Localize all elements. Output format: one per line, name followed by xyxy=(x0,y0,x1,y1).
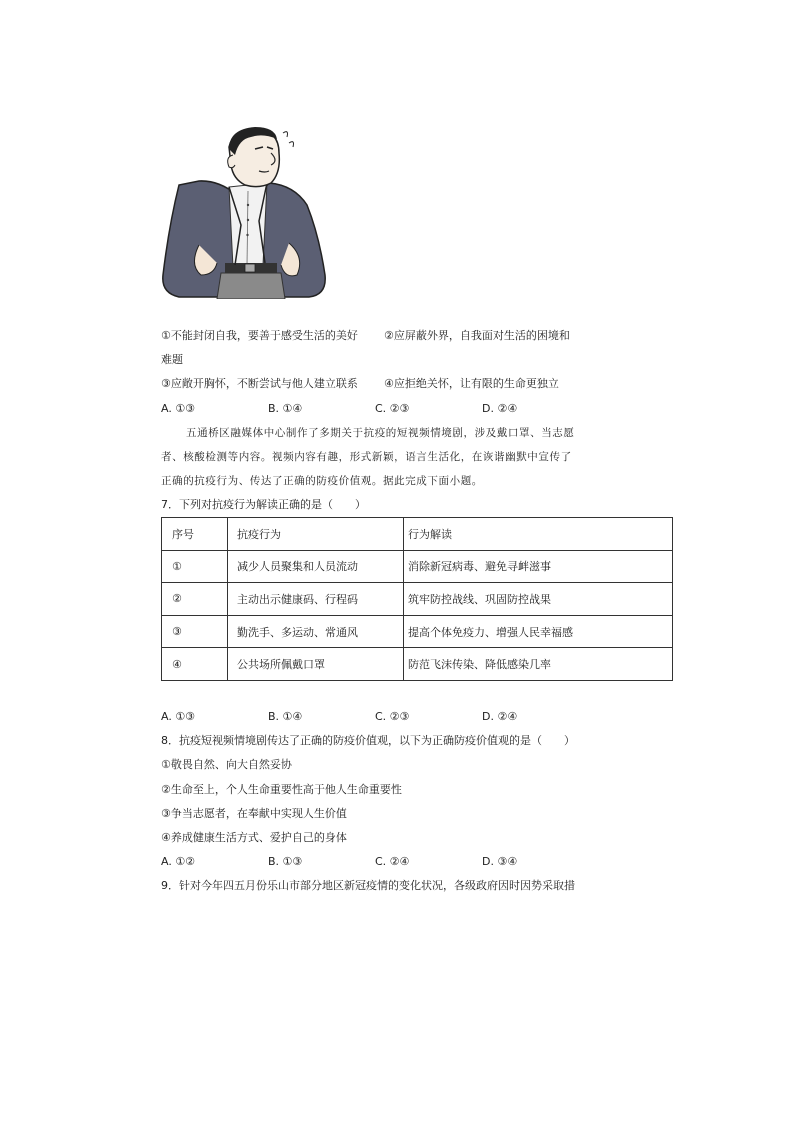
table-row xyxy=(162,550,673,583)
table-cell: 消除新冠病毒、避免寻衅滋事 xyxy=(404,550,673,583)
table-cell: ① xyxy=(162,550,228,583)
q7-answer-d: D. ②④ xyxy=(482,710,518,723)
q8-stem: 8．抗疫短视频情境剧传达了正确的防疫价值观，以下为正确防疫价值观的是（ ） xyxy=(161,734,575,747)
table-cell: ② xyxy=(162,583,228,616)
q7-table xyxy=(161,517,673,681)
table-header-cell: 行为解读 xyxy=(404,518,673,551)
q8-option-1: ①敬畏自然、向大自然妥协 xyxy=(161,758,292,771)
q8-answer-b: B. ①③ xyxy=(268,855,303,868)
q9-stem: 9．针对今年四五月份乐山市部分地区新冠疫情的变化状况，各级政府因时因势采取措 xyxy=(161,879,575,892)
q6-option-3: ③应敞开胸怀，不断尝试与他人建立联系 xyxy=(161,377,358,390)
q7-answer-a: A. ①③ xyxy=(161,710,196,723)
table-cell: 公共场所佩戴口罩 xyxy=(228,648,404,681)
table-cell: 提高个体免疫力、增强人民幸福感 xyxy=(404,615,673,648)
q8-answer-d: D. ③④ xyxy=(482,855,518,868)
q6-answer-a: A. ①③ xyxy=(161,402,196,415)
passage-line-1: 五通桥区融媒体中心制作了多期关于抗疫的短视频情境剧，涉及戴口罩、当志愿 xyxy=(186,427,575,439)
passage-line-3: 正确的抗疫行为、传达了正确的防疫价值观。据此完成下面小题。 xyxy=(161,475,483,487)
table-header-cell: 序号 xyxy=(162,518,228,551)
table-row xyxy=(162,648,673,681)
table-cell: 主动出示健康码、行程码 xyxy=(228,583,404,616)
table-cell: 勤洗手、多运动、常通风 xyxy=(228,615,404,648)
q6-answer-b: B. ①④ xyxy=(268,402,303,415)
q6-option-2: ②应屏蔽外界，自我面对生活的困境和 xyxy=(384,329,570,342)
q6-option-1: ①不能封闭自我，要善于感受生活的美好 xyxy=(161,329,358,342)
table-cell: 防范飞沫传染、降低感染几率 xyxy=(404,648,673,681)
q8-option-2: ②生命至上，个人生命重要性高于他人生命重要性 xyxy=(161,783,402,796)
q6-option-2-continued: 难题 xyxy=(161,353,183,366)
q7-answer-c: C. ②③ xyxy=(375,710,410,723)
table-header-row xyxy=(162,518,673,551)
cartoon-man-illustration xyxy=(159,125,331,299)
passage-line-2: 者、核酸检测等内容。视频内容有趣，形式新颖，语言生活化，在诙谐幽默中宣传了 xyxy=(161,451,572,463)
table-cell: ④ xyxy=(162,648,228,681)
table-cell: 减少人员聚集和人员流动 xyxy=(228,550,404,583)
q7-stem: 7．下列对抗疫行为解读正确的是（ ） xyxy=(161,498,366,511)
q8-answer-a: A. ①② xyxy=(161,855,196,868)
table-row xyxy=(162,615,673,648)
q7-answer-b: B. ①④ xyxy=(268,710,303,723)
q8-option-4: ④养成健康生活方式、爱护自己的身体 xyxy=(161,831,347,844)
table-cell: 筑牢防控战线、巩固防控战果 xyxy=(404,583,673,616)
table-cell: ③ xyxy=(162,615,228,648)
table-row xyxy=(162,583,673,616)
q6-answer-c: C. ②③ xyxy=(375,402,410,415)
q8-option-3: ③争当志愿者，在奉献中实现人生价值 xyxy=(161,807,347,820)
table-header-cell: 抗疫行为 xyxy=(228,518,404,551)
q6-answer-d: D. ②④ xyxy=(482,402,518,415)
q6-option-4: ④应拒绝关怀，让有限的生命更独立 xyxy=(384,377,559,390)
q8-answer-c: C. ②④ xyxy=(375,855,410,868)
